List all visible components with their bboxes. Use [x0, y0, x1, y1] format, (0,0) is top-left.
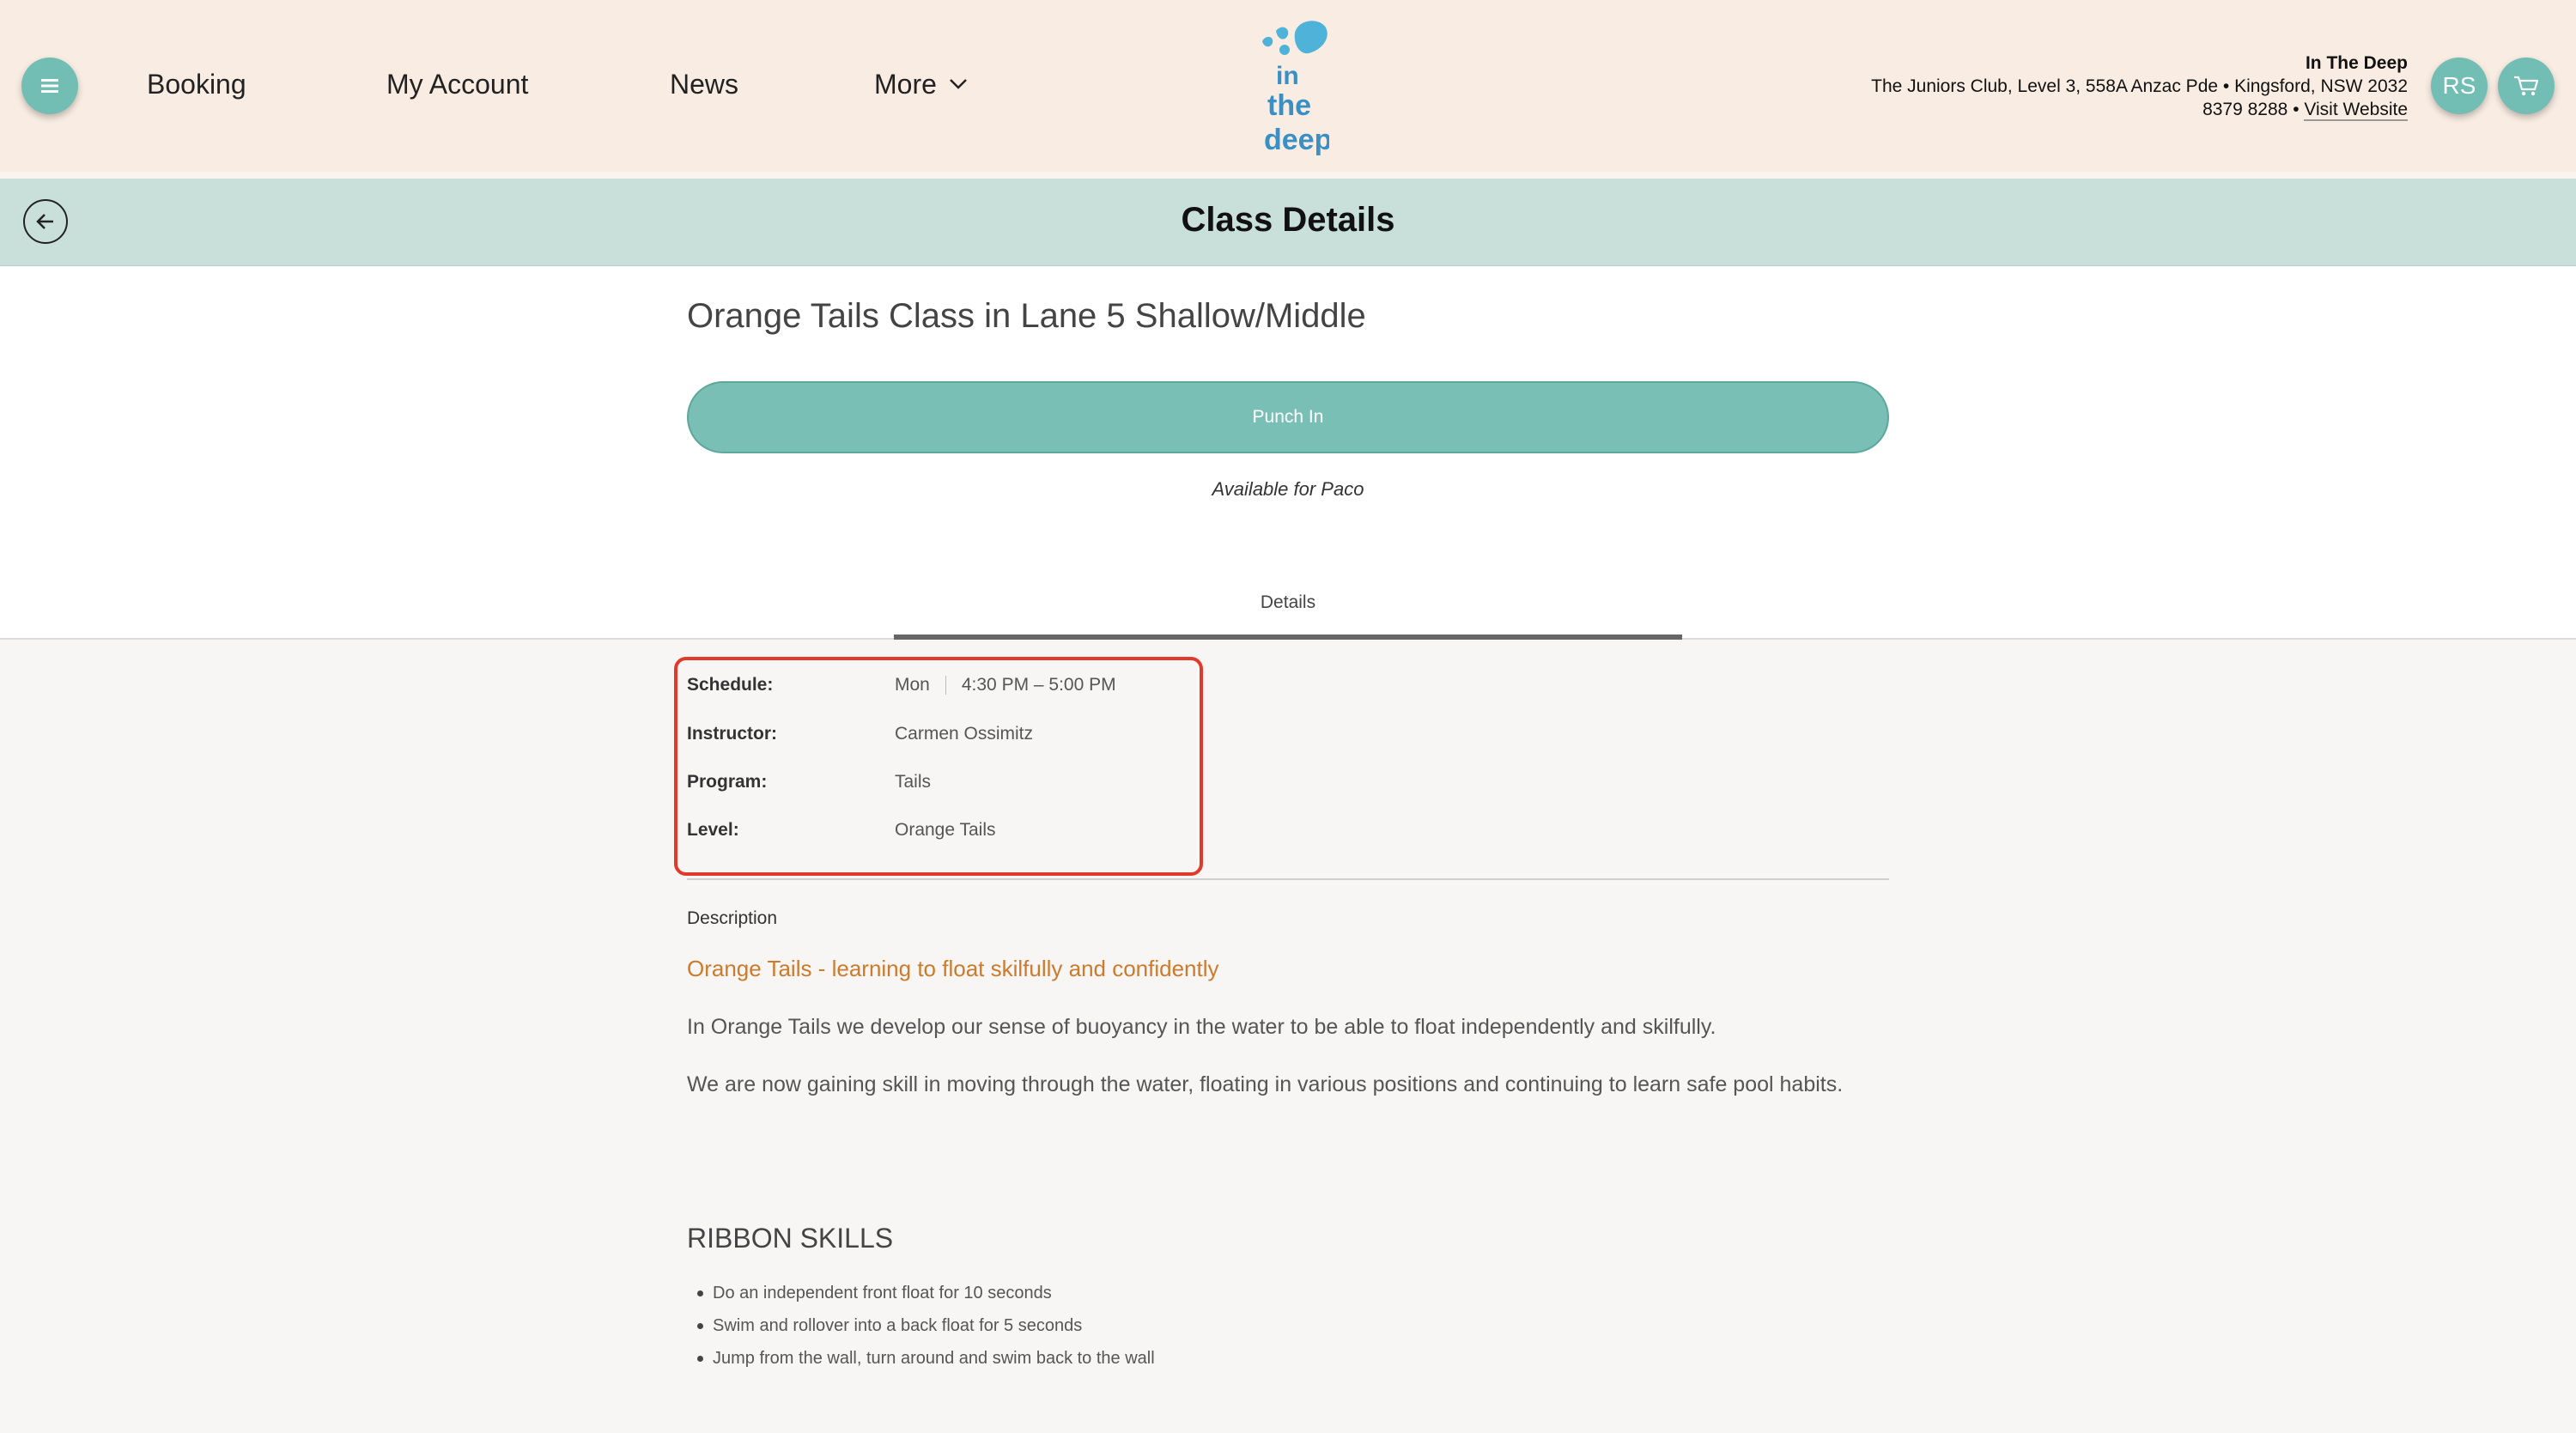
site-contact-info [1871, 52, 2408, 121]
site-phone: 8379 8288 [2202, 100, 2288, 119]
hamburger-icon [41, 78, 58, 94]
svg-text:deep: deep [1264, 124, 1329, 156]
schedule-time: 4:30 PM – 5:00 PM [961, 675, 1116, 695]
ribbon-skills-list [713, 1281, 1155, 1379]
nav-more-label: More [874, 69, 937, 100]
page-title-bar [0, 179, 2576, 266]
page-title: Class Details [1181, 201, 1395, 239]
schedule-day: Mon [895, 675, 930, 695]
program-value: Tails [895, 772, 932, 792]
tab-details[interactable]: Details [894, 592, 1682, 640]
level-label: Level: [687, 820, 739, 840]
nav-booking[interactable]: Booking [147, 69, 246, 100]
schedule-label: Schedule: [687, 675, 774, 695]
instructor-value: Carmen Ossimitz [895, 724, 1034, 744]
schedule-value [895, 675, 1116, 695]
nav-my-account[interactable]: My Account [386, 69, 529, 100]
svg-text:in: in [1276, 62, 1299, 90]
description-paragraph-1: In Orange Tails we develop our sense of buoyancy in the water to be able to float independently and skilfully. [687, 1015, 1716, 1039]
ribbon-skills-heading: RIBBON SKILLS [687, 1223, 894, 1254]
separator [945, 676, 946, 695]
svg-text:the: the [1267, 89, 1311, 122]
availability-note: Available for Paco [1212, 478, 1364, 500]
details-divider [687, 878, 1889, 880]
site-phone-row: 8379 8288 • Visit Website [2202, 100, 2408, 119]
class-header-section [0, 266, 2576, 640]
description-heading: Orange Tails - learning to float skilfully and confidently [687, 956, 1219, 981]
site-name: In The Deep [2305, 53, 2408, 73]
list-item: Do an independent front float for 10 seconds [713, 1281, 1155, 1314]
visit-website-link[interactable]: Visit Website [2304, 100, 2408, 119]
list-item: Jump from the wall, turn around and swim back to the wall [713, 1346, 1155, 1379]
cart-button[interactable] [2498, 58, 2555, 114]
instructor-label: Instructor: [687, 724, 777, 744]
chevron-down-icon [949, 78, 968, 90]
header-divider [0, 172, 2576, 179]
nav-news[interactable]: News [670, 69, 739, 100]
description-paragraph-2: We are now gaining skill in moving through the water, floating in various positions and continuing to learn safe pool habits. [687, 1072, 1844, 1096]
in-the-deep-logo[interactable] [1247, 15, 1329, 157]
nav-more[interactable] [874, 65, 968, 103]
site-address: The Juniors Club, Level 3, 558A Anzac Pde • Kingsford, NSW 2032 [1871, 76, 2408, 96]
user-avatar[interactable]: RS [2431, 58, 2488, 114]
level-value: Orange Tails [895, 820, 996, 840]
list-item: Swim and rollover into a back float for 5 seconds [713, 1314, 1155, 1346]
menu-button[interactable] [21, 58, 78, 114]
punch-in-button[interactable]: Punch In [687, 381, 1889, 453]
program-label: Program: [687, 772, 768, 792]
description-label: Description [687, 908, 778, 928]
class-title: Orange Tails Class in Lane 5 Shallow/Middle [687, 297, 1366, 335]
top-navigation-bar [0, 0, 2576, 172]
cart-icon [2513, 75, 2539, 97]
